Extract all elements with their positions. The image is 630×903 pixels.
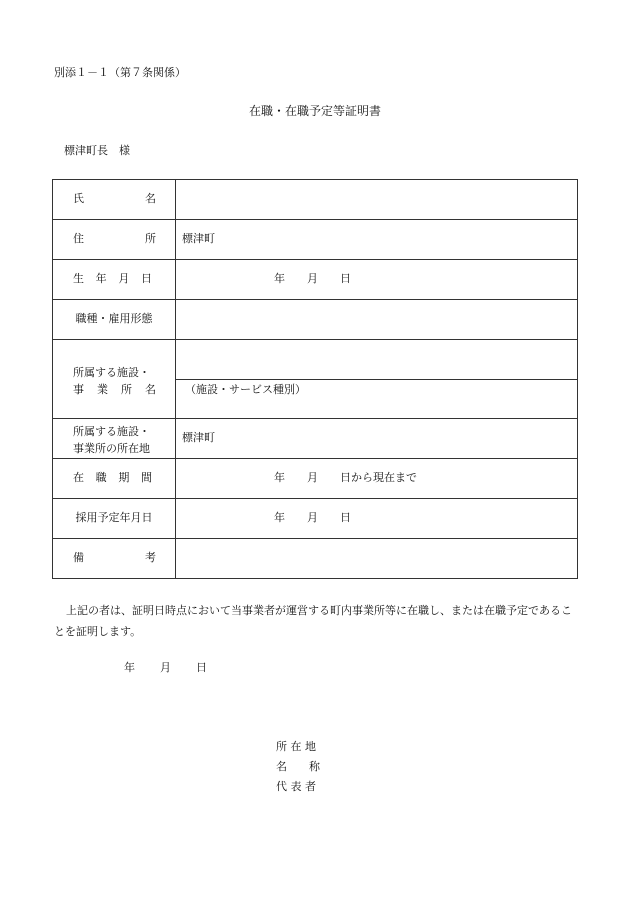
hire-date-label: 採用予定年月日 <box>75 511 153 524</box>
birthdate-label-char: 年 <box>95 272 107 285</box>
label-cell-period <box>53 459 176 499</box>
facility-name-field[interactable] <box>176 340 577 380</box>
certificate-form-table <box>52 179 578 579</box>
facility-label-char: 名 <box>145 383 156 396</box>
period-label-char: 職 <box>95 471 107 484</box>
location-value: 標津町 <box>182 431 215 444</box>
period-year-unit: 年 <box>274 471 285 484</box>
date-month-unit: 月 <box>160 661 171 674</box>
birthdate-value-field[interactable] <box>176 260 578 300</box>
birthdate-label-char: 生 <box>73 272 84 285</box>
signer-location-label: 所 在 地 <box>276 740 316 753</box>
address-label-char: 住 <box>73 232 84 245</box>
job-type-value-field[interactable] <box>176 300 578 340</box>
period-day-unit: 日から現在まで <box>340 471 417 484</box>
label-cell-facility <box>53 340 176 419</box>
location-value-field[interactable] <box>176 419 578 459</box>
document-reference: 別添１－１（第７条関係） <box>54 66 186 79</box>
signer-representative-label: 代 表 者 <box>276 780 316 793</box>
birthdate-label-char: 日 <box>140 272 152 285</box>
remarks-value-field[interactable] <box>176 539 578 579</box>
remarks-label-char: 考 <box>145 551 156 564</box>
hire-date-value-field[interactable] <box>176 499 578 539</box>
signer-name-label: 名 称 <box>276 760 320 773</box>
label-cell-hire-date <box>53 499 176 539</box>
name-label-char: 氏 <box>73 192 84 205</box>
facility-label-char: 所 <box>121 383 132 396</box>
name-value-field[interactable] <box>176 180 578 220</box>
birthdate-day-unit: 日 <box>340 272 351 285</box>
label-cell-address <box>53 220 176 260</box>
address-value-field[interactable] <box>176 220 578 260</box>
label-cell-job-type <box>53 300 176 340</box>
location-label-line1: 所属する施設・ <box>73 425 150 438</box>
row-facility <box>53 340 578 419</box>
signer-block <box>276 737 320 797</box>
hire-year-unit: 年 <box>274 511 285 524</box>
row-hire-date <box>53 499 578 539</box>
row-name <box>53 180 578 220</box>
row-period <box>53 459 578 499</box>
job-type-label: 職種・雇用形態 <box>75 312 153 325</box>
label-cell-remarks <box>53 539 176 579</box>
facility-value-cell <box>176 340 578 419</box>
period-label-char: 在 <box>73 471 84 484</box>
birthdate-month-unit: 月 <box>307 272 318 285</box>
label-cell-name <box>53 180 176 220</box>
birthdate-label-char: 月 <box>118 272 130 285</box>
name-label-char: 名 <box>145 192 156 205</box>
period-value-field[interactable] <box>176 459 578 499</box>
period-month-unit: 月 <box>307 471 318 484</box>
row-birthdate <box>53 260 578 300</box>
period-label-char: 期 <box>118 471 130 484</box>
row-job-type <box>53 300 578 340</box>
facility-label-line1: 所属する施設・ <box>73 366 150 379</box>
facility-service-type-hint: （施設・サービス種別） <box>185 383 306 396</box>
facility-label-char: 事 <box>73 383 84 396</box>
label-cell-location <box>53 419 176 459</box>
remarks-label-char: 備 <box>73 551 84 564</box>
row-location <box>53 419 578 459</box>
birthdate-year-unit: 年 <box>274 272 285 285</box>
addressee: 標津町長 様 <box>64 144 130 157</box>
facility-service-type-field[interactable] <box>176 380 577 418</box>
row-address <box>53 220 578 260</box>
certification-date[interactable] <box>124 661 207 675</box>
period-label-char: 間 <box>140 471 152 484</box>
label-cell-birthdate <box>53 260 176 300</box>
facility-label-char: 業 <box>97 383 108 396</box>
hire-month-unit: 月 <box>307 511 318 524</box>
hire-day-unit: 日 <box>340 511 351 524</box>
address-value: 標津町 <box>182 232 215 245</box>
location-label-line2: 事業所の所在地 <box>73 442 150 455</box>
address-label-char: 所 <box>145 232 156 245</box>
date-day-unit: 日 <box>196 661 207 674</box>
certification-statement: 上記の者は、証明日時点において当事業者が運営する町内事業所等に在職し、または在職予定であることを証明します。 <box>54 604 572 638</box>
document-title: 在職・在職予定等証明書 <box>248 104 381 118</box>
date-year-unit: 年 <box>124 661 135 674</box>
row-remarks <box>53 539 578 579</box>
